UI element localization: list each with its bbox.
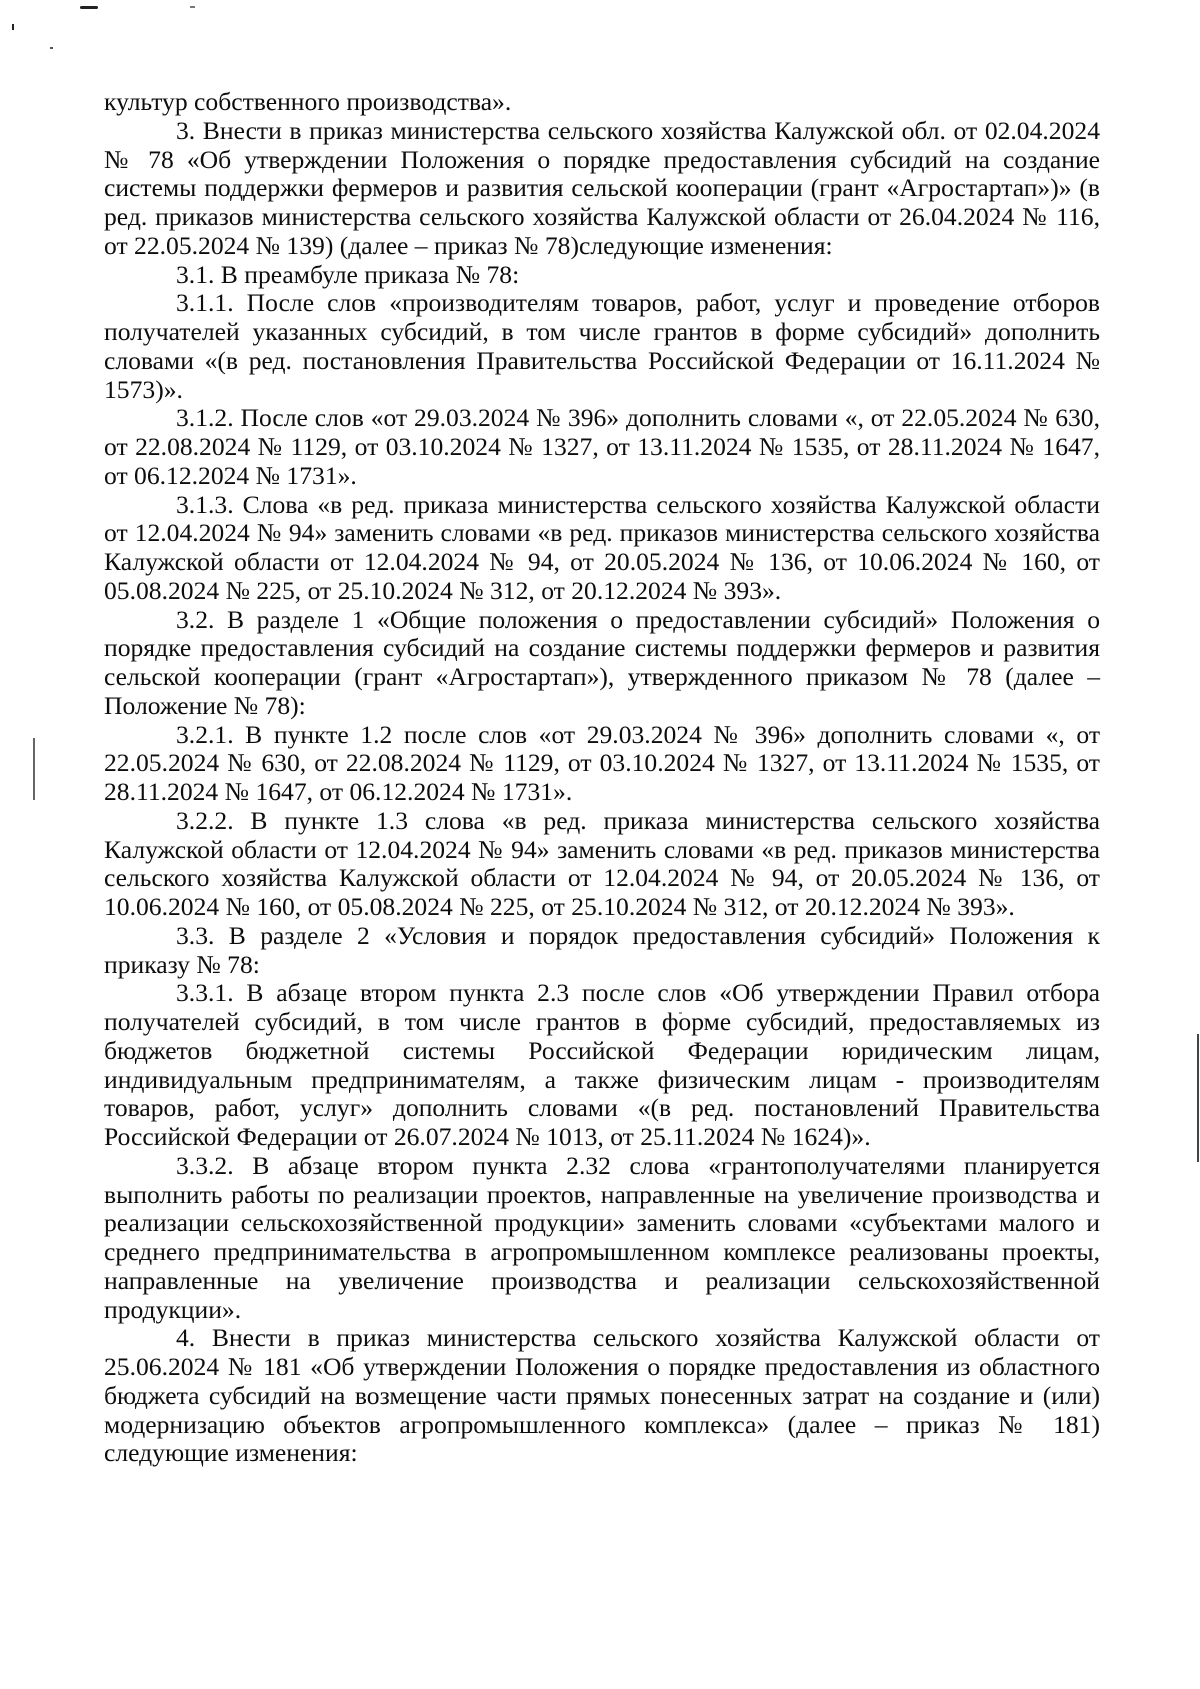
scan-artifact <box>1197 1034 1199 1162</box>
paragraph-item-4: 4. Внести в приказ министерства сельского хозяйства Калужской области от 25.06.2024 № 181 «Об утверждении Положения о порядке предоставления из областного бюджета субсидий на возмещение части прямых понесенных затрат на создание и (или) модернизацию объектов агропромышленного комплекса» (далее – приказ № 181) следующие изменения: <box>104 1323 1100 1468</box>
paragraph-item-3-2-2: 3.2.2. В пункте 1.3 слова «в ред. приказа министерства сельского хозяйства Калужской области от 12.04.2024 № 94» заменить словами «в ред. приказов министерства сельского хозяйства Калужской области от 12.04.2024 № 94, от 20.05.2024 № 136, от 10.06.2024 № 160, от 05.08.2024 № 225, от 25.10.2024 № 312, от 20.12.2024 № 393». <box>104 805 1100 921</box>
scan-artifact <box>190 6 195 8</box>
scan-artifact <box>80 6 98 9</box>
paragraph-item-3-1: 3.1. В преамбуле приказа № 78: <box>176 259 520 289</box>
scan-artifact <box>50 47 53 49</box>
paragraph-continuation: культур собственного производства». <box>104 87 512 116</box>
paragraph-item-3: 3. Внести в приказ министерства сельского хозяйства Калужской обл. от 02.04.2024 № 78 «Об утверждении Положения о порядке предоставления субсидий на создание системы поддержки фермеров и развития сельской кооперации (грант «Агростартап»)» (в ред. приказов министерства сельского хозяйства Калужской области от 26.04.2024 № 116, от 22.05.2024 № 139) (далее – приказ № 78)следующие изменения: <box>104 115 1100 260</box>
paragraph-item-3-1-2: 3.1.2. После слов «от 29.03.2024 № 396» дополнить словами «, от 22.05.2024 № 630, от 22.08.2024 № 1129, от 03.10.2024 № 1327, от 13.11.2024 № 1535, от 28.11.2024 № 1647, от 06.12.2024 № 1731». <box>104 403 1100 490</box>
paragraph-item-3-3: 3.3. В разделе 2 «Условия и порядок предоставления субсидий» Положения к приказу № 78: <box>104 920 1100 979</box>
paragraph-item-3-2: 3.2. В разделе 1 «Общие положения о предоставлении субсидий» Положения о порядке предоставления субсидий на создание системы поддержки фермеров и развития сельской кооперации (грант «Агростартап»), утвержденного приказом № 78 (далее – Положение № 78): <box>104 604 1100 720</box>
paragraph-item-3-3-2: 3.3.2. В абзаце втором пункта 2.32 слова «грантополучателями планируется выполнить работы по реализации проектов, направленные на увеличение производства и реализации сельскохозяйственной продукции» заменить словами «субъектами малого и среднего предпринимательства в агропромышленном комплексе реализованы проекты, направленные на увеличение производства и реализации сельскохозяйственной продукции». <box>104 1150 1100 1324</box>
paragraph-item-3-2-1: 3.2.1. В пункте 1.2 после слов «от 29.03.2024 № 396» дополнить словами «, от 22.05.2024 № 630, от 22.08.2024 № 1129, от 03.10.2024 № 1327, от 13.11.2024 № 1535, от 28.11.2024 № 1647, от 06.12.2024 № 1731». <box>104 719 1100 806</box>
paragraph-item-3-1-3: 3.1.3. Слова «в ред. приказа министерства сельского хозяйства Калужской области от 12.04.2024 № 94» заменить словами «в ред. приказов министерства сельского хозяйства Калужской области от 12.04.2024 № 94, от 20.05.2024 № 136, от 10.06.2024 № 160, от 05.08.2024 № 225, от 25.10.2024 № 312, от 20.12.2024 № 393». <box>104 489 1100 605</box>
document-body <box>104 88 1100 1468</box>
paragraph-item-3-1-1: 3.1.1. После слов «производителям товаров, работ, услуг и проведение отборов получателей указанных субсидий, в том числе грантов в форме субсидий» дополнить словами «(в ред. постановления Правительства Российской Федерации от 16.11.2024 № 1573)». <box>104 288 1100 404</box>
paragraph-item-3-3-1: 3.3.1. В абзаце втором пункта 2.3 после слов «Об утверждении Правил отбора получателей субсидий, в том числе грантов в форме субсидий, предоставляемых из бюджетов бюджетной системы Российской Федерации юридическим лицам, индивидуальным предпринимателям, а также физическим лицам - производителям товаров, работ, услуг» дополнить словами «(в ред. постановлений Правительства Российской Федерации от 26.07.2024 № 1013, от 25.11.2024 № 1624)». <box>104 978 1100 1151</box>
scan-artifact <box>12 24 14 30</box>
scan-artifact <box>33 738 35 800</box>
